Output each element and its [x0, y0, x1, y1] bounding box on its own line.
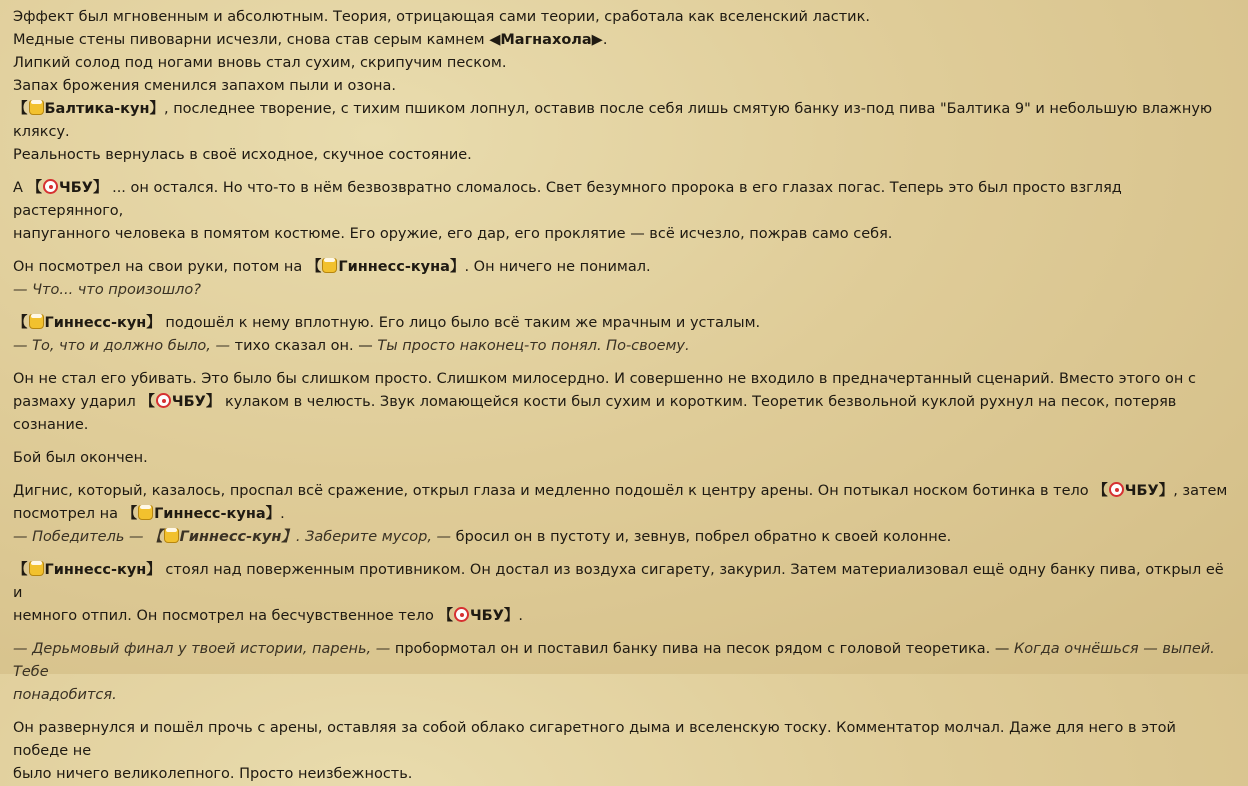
dialogue-line: — Дерьмовый финал у твоей истории, парень, — пробормотал он и поставил банку пива на песок рядом с головой теоретика. — Когда очнёшься — выпей. Тебе — [13, 641, 1215, 680]
paragraph-7 — [13, 480, 1235, 549]
character-tag-chbu: 【 ЧБУ】 — [140, 394, 221, 410]
text-line: немного отпил. Он посмотрел на бесчувственное тело 【 ЧБУ】. — [13, 608, 524, 624]
beer-mug-icon — [164, 528, 179, 543]
text-line: Липкий солод под ногами вновь стал сухим, скрипучим песком. — [13, 55, 507, 71]
character-tag-chbu: 【 ЧБУ】 — [27, 180, 108, 196]
character-tag-chbu: 【 ЧБУ】 — [1093, 483, 1174, 499]
character-tag-guinness: 【 Гиннесс-куна】 — [306, 259, 465, 275]
text-line: Бой был окончен. — [13, 450, 148, 466]
paragraph-9 — [13, 638, 1235, 707]
paragraph-1 — [13, 6, 1235, 167]
beer-mug-icon — [29, 314, 44, 329]
text-line: 【 Балтика-кун】, последнее творение, с тихим пшиком лопнул, оставив после себя лишь смятую банку из-под пива "Балтика 9" и небольшую влажную — [13, 101, 1213, 117]
text-line: посмотрел на 【 Гиннесс-куна】. — [13, 506, 285, 522]
paragraph-3 — [13, 256, 1235, 302]
text-line: 【 Гиннесс-кун】 подошёл к нему вплотную. Его лицо было всё таким же мрачным и усталым. — [13, 315, 761, 331]
clown-face-icon — [156, 393, 171, 408]
character-tag-guinness: 【 Гиннесс-кун】 — [148, 529, 296, 545]
clown-face-icon — [454, 607, 469, 622]
beer-mug-icon — [29, 561, 44, 576]
text-line: Запах брожения сменился запахом пыли и озона. — [13, 78, 396, 94]
text-line: Он посмотрел на свои руки, потом на 【 Гиннесс-куна】. Он ничего не понимал. — [13, 259, 651, 275]
text-line: было ничего великолепного. Просто неизбежность. — [13, 766, 413, 782]
character-tag-guinness: 【 Гиннесс-кун】 — [13, 562, 161, 578]
paragraph-4 — [13, 312, 1235, 358]
location-name: ◀Магнахола▶ — [489, 32, 603, 48]
text-line: А 【 ЧБУ】 ... он остался. Но что-то в нём безвозвратно сломалось. Свет безумного пророка в его глазах погас. Теперь это был просто взгляд растерянного, — [13, 180, 1122, 219]
paragraph-8 — [13, 559, 1235, 628]
text-line: напуганного человека в помятом костюме. Его оружие, его дар, его проклятие — всё исчезло, пожрав само себя. — [13, 226, 893, 242]
text-line: Эффект был мгновенным и абсолютным. Теория, отрицающая сами теории, сработала как вселенский ластик. — [13, 9, 870, 25]
text-line: Он не стал его убивать. Это было бы слишком просто. Слишком милосердно. И совершенно не входило в предначертанный сценарий. Вместо этого он с — [13, 371, 1196, 387]
beer-mug-icon — [29, 100, 44, 115]
character-tag-guinness: 【 Гиннесс-кун】 — [13, 315, 161, 331]
paragraph-2 — [13, 177, 1235, 246]
dialogue-line: — То, что и должно было, — тихо сказал он. — Ты просто наконец-то понял. По-своему. — [13, 338, 690, 354]
clown-face-icon — [43, 179, 58, 194]
dialogue-line: — Победитель — 【 Гиннесс-кун】. Заберите мусор, — бросил он в пустоту и, зевнув, побрел обратно к своей колонне. — [13, 529, 952, 545]
text-line: 【 Гиннесс-кун】 стоял над поверженным противником. Он достал из воздуха сигарету, закурил. Затем материализовал ещё одну банку пива, открыл её и — [13, 562, 1224, 601]
dialogue-line: понадобится. — [13, 687, 117, 703]
paragraph-6 — [13, 447, 1235, 470]
dialogue-line: — Что... что произошло? — [13, 282, 201, 298]
text-line: Медные стены пивоварни исчезли, снова став серым камнем ◀Магнахола▶. — [13, 32, 608, 48]
text-line: кляксу. — [13, 124, 70, 140]
paragraph-10 — [13, 717, 1235, 786]
clown-face-icon — [1109, 482, 1124, 497]
text-line: размаху ударил 【 ЧБУ】 кулаком в челюсть. Звук ломающейся кости был сухим и коротким. Теоретик безвольной куклой рухнул на песок, потеряв сознание. — [13, 394, 1177, 433]
text-line: Дигнис, который, казалось, проспал всё сражение, открыл глаза и медленно подошёл к центру арены. Он потыкал носком ботинка в тело 【 ЧБУ】, затем — [13, 483, 1228, 499]
text-line: Он развернулся и пошёл прочь с арены, оставляя за собой облако сигаретного дыма и вселенскую тоску. Комментатор молчал. Даже для него в этой победе не — [13, 720, 1176, 759]
character-tag-chbu: 【 ЧБУ】 — [438, 608, 519, 624]
paragraph-5 — [13, 368, 1235, 437]
beer-mug-icon — [322, 258, 337, 273]
beer-mug-icon — [138, 505, 153, 520]
character-tag-guinness: 【 Гиннесс-куна】 — [122, 506, 281, 522]
character-tag-baltika: 【 Балтика-кун】 — [13, 101, 164, 117]
text-line: Реальность вернулась в своё исходное, скучное состояние. — [13, 147, 472, 163]
